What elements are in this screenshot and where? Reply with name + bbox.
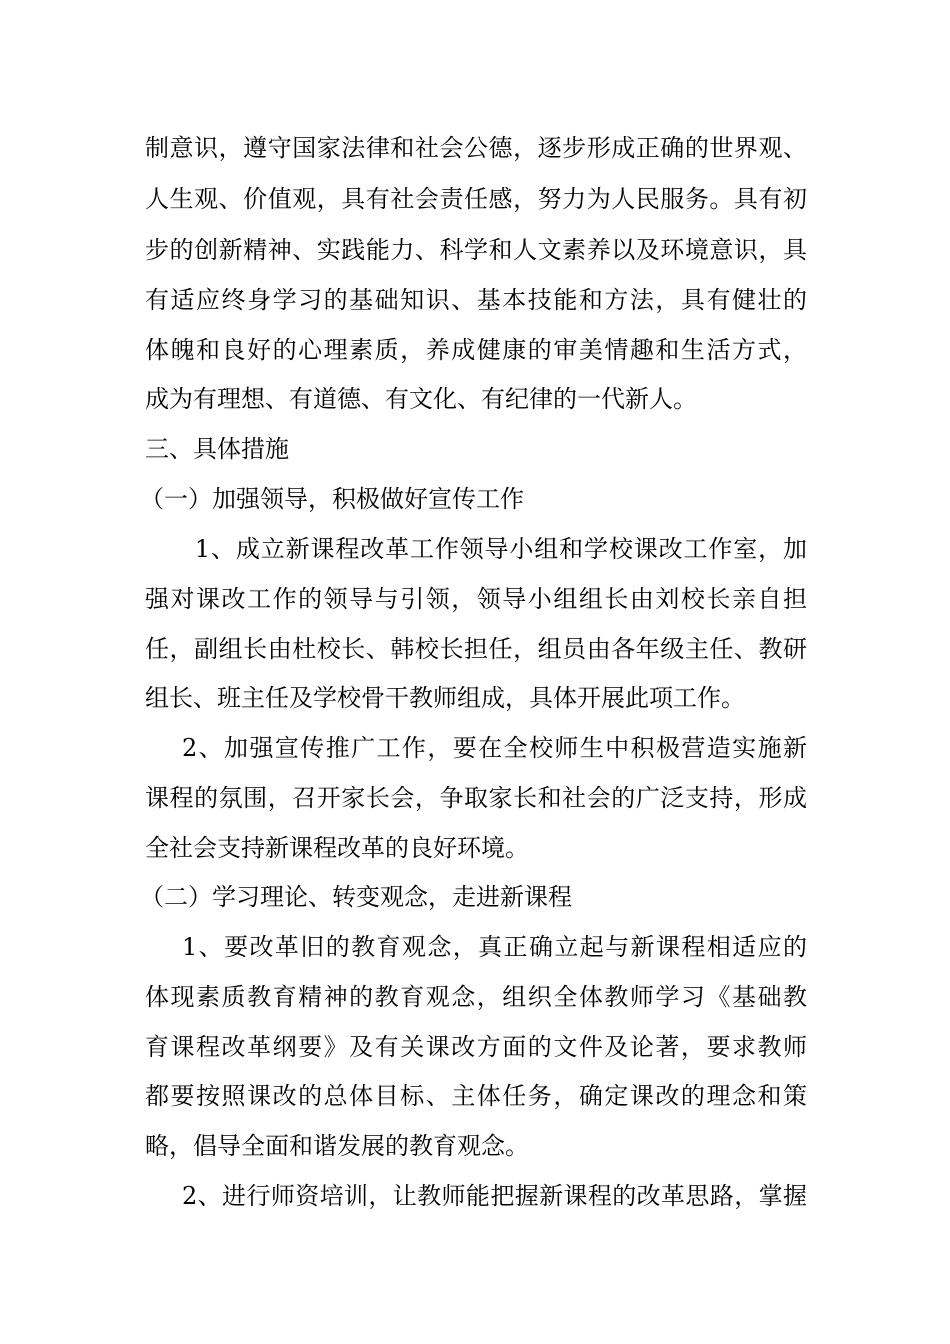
text-line-15: 全社会支持新课程改革的良好环境。	[145, 834, 529, 862]
text-line-18: 体现素质教育精神的教育观念，组织全体教师学习《基础教	[145, 983, 807, 1011]
text-line-5: 体魄和良好的心理素质，养成健康的审美情趣和生活方式，	[145, 336, 807, 364]
text-line-2: 人生观、价值观，具有社会责任感，努力为人民服务。具有初	[145, 185, 807, 213]
text-line-12: 组长、班主任及学校骨干教师组成，具体开展此项工作。	[145, 684, 745, 712]
text-line-20: 都要按照课改的总体目标、主体任务，确定课改的理念和策	[145, 1082, 807, 1110]
section-heading: 三、具体措施	[145, 435, 289, 463]
text-line-6: 成为有理想、有道德、有文化、有纪律的一代新人。	[145, 385, 697, 413]
text-line-13: 2、加强宣传推广工作，要在全校师生中积极营造实施新	[182, 734, 807, 762]
text-line-1: 制意识，遵守国家法律和社会公德，逐步形成正确的世界观、	[145, 134, 807, 162]
text-line-22: 2、进行师资培训，让教师能把握新课程的改革思路，掌握	[182, 1182, 807, 1210]
text-line-3: 步的创新精神、实践能力、科学和人文素养以及环境意识，具	[145, 236, 807, 264]
subsection-heading-1: （一）加强领导，积极做好宣传工作	[140, 485, 524, 513]
subsection-heading-2: （二）学习理论、转变观念，走进新课程	[140, 883, 572, 911]
text-line-10: 强对课改工作的领导与引领，领导小组组长由刘校长亲自担	[145, 585, 807, 613]
text-line-4: 有适应终身学习的基础知识、基本技能和方法，具有健壮的	[145, 286, 807, 314]
text-line-14: 课程的氛围，召开家长会，争取家长和社会的广泛支持，形成	[145, 784, 807, 812]
text-line-9: 1、成立新课程改革工作领导小组和学校课改工作室，加	[170, 535, 807, 563]
text-line-11: 任，副组长由杜校长、韩校长担任，组员由各年级主任、教研	[145, 635, 807, 663]
text-line-21: 略，倡导全面和谐发展的教育观念。	[145, 1132, 529, 1160]
text-line-19: 育课程改革纲要》及有关课改方面的文件及论著，要求教师	[145, 1033, 807, 1061]
text-line-17: 1、要改革旧的教育观念，真正确立起与新课程相适应的	[182, 933, 807, 961]
